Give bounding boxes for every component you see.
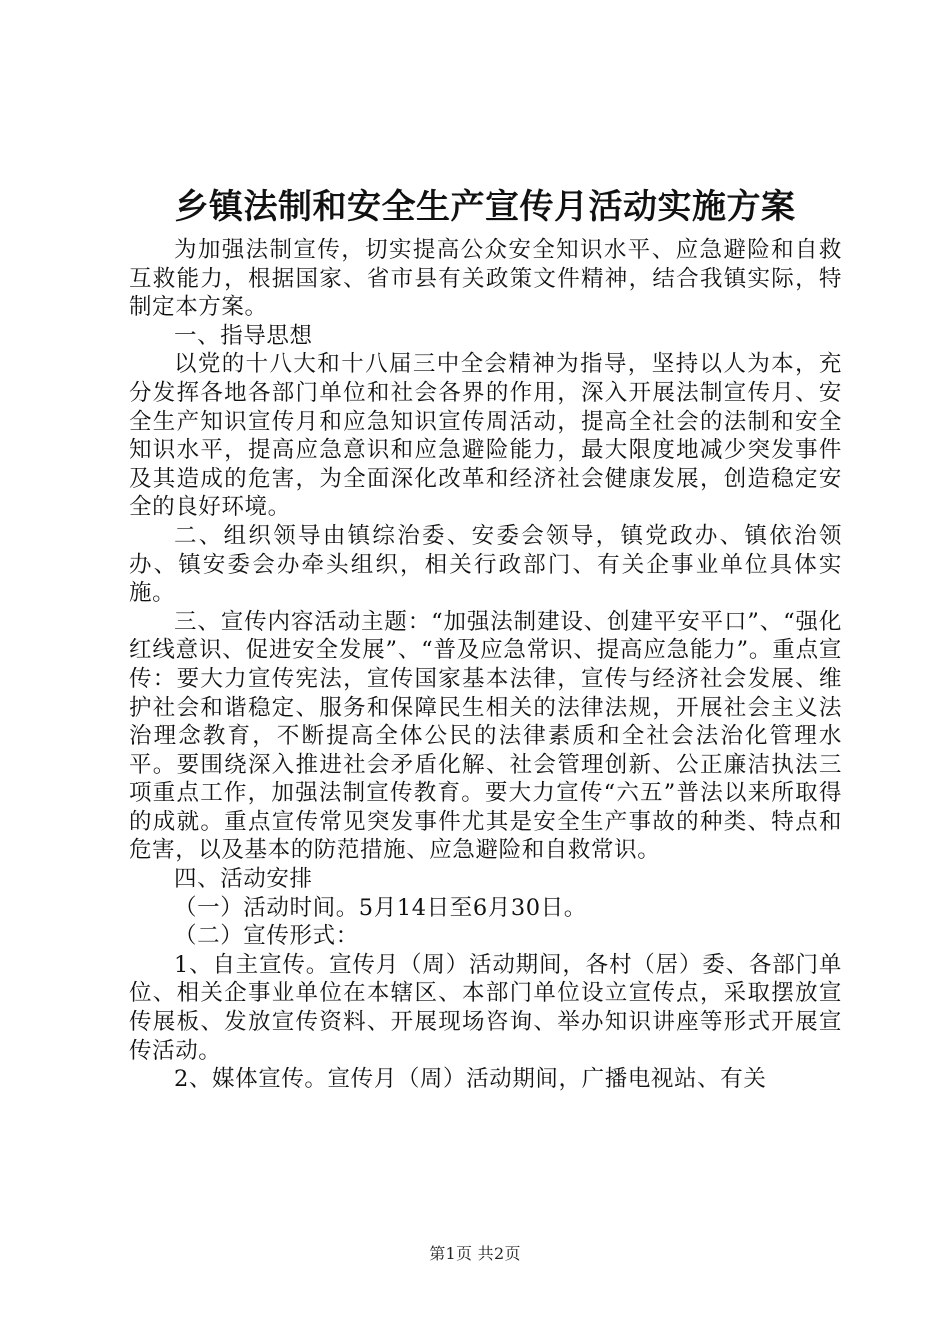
paragraph-publicity-form: （二）宣传形式： — [174, 923, 359, 950]
paragraph-media-publicity: 2、媒体宣传。宣传月（周）活动期间，广播电视站、有关 — [174, 1066, 767, 1093]
section-heading-arrangements: 四、活动安排 — [174, 866, 313, 893]
paragraph-intro: 为加强法制宣传，切实提高公众安全知识水平、应急避险和自救互救能力，根据国家、省市县有关政策文件精神，结合我镇实际，特制定本方案。 — [129, 237, 842, 321]
paragraph-self-publicity: 1、自主宣传。宣传月（周）活动期间，各村（居）委、各部门单位、相关企事业单位在本辖区、本部门单位设立宣传点，采取摆放宣传展板、发放宣传资料、开展现场咨询、举办知识讲座等形式开展宣传活动。 — [129, 951, 842, 1064]
section-heading-guiding-ideology: 一、指导思想 — [174, 322, 313, 349]
paragraph-guiding-ideology: 以党的十八大和十八届三中全会精神为指导，坚持以人为本，充分发挥各地各部门单位和社会各界的作用，深入开展法制宣传月、安全生产知识宣传月和应急知识宣传周活动，提高全社会的法制和安全知识水平，提高应急意识和应急避险能力，最大限度地减少突发事件及其造成的危害，为全面深化改革和经济社会健康发展，创造稳定安全的良好环境。 — [129, 351, 842, 521]
document-title: 乡镇法制和安全生产宣传月活动实施方案 — [174, 187, 796, 227]
document-body — [129, 236, 842, 1094]
paragraph-organization: 二、组织领导由镇综治委、安委会领导，镇党政办、镇依治领办、镇安委会办牵头组织，相关行政部门、有关企事业单位具体实施。 — [129, 522, 842, 607]
page-number-footer: 第1页 共2页 — [429, 1244, 521, 1263]
paragraph-content-theme: 三、宣传内容活动主题：“加强法制建设、创建平安平口”、“强化红线意识、促进安全发展”、“普及应急常识、提高应急能力”。重点宣传：要大力宣传宪法，宣传国家基本法律，宣传与经济社会发展、维护社会和谐稳定、服务和保障民生相关的法律法规，开展社会主义法治理念教育，不断提高全体公民的法律素质和全社会法治化管理水平。要围绕深入推进社会矛盾化解、社会管理创新、公正廉洁执法三项重点工作，加强法制宣传教育。要大力宣传“六五”普法以来所取得的成就。重点宣传常见突发事件尤其是安全生产事故的种类、特点和危害，以及基本的防范措施、应急避险和自救常识。 — [129, 608, 842, 864]
paragraph-activity-time: （一）活动时间。5月14日至6月30日。 — [174, 894, 587, 921]
